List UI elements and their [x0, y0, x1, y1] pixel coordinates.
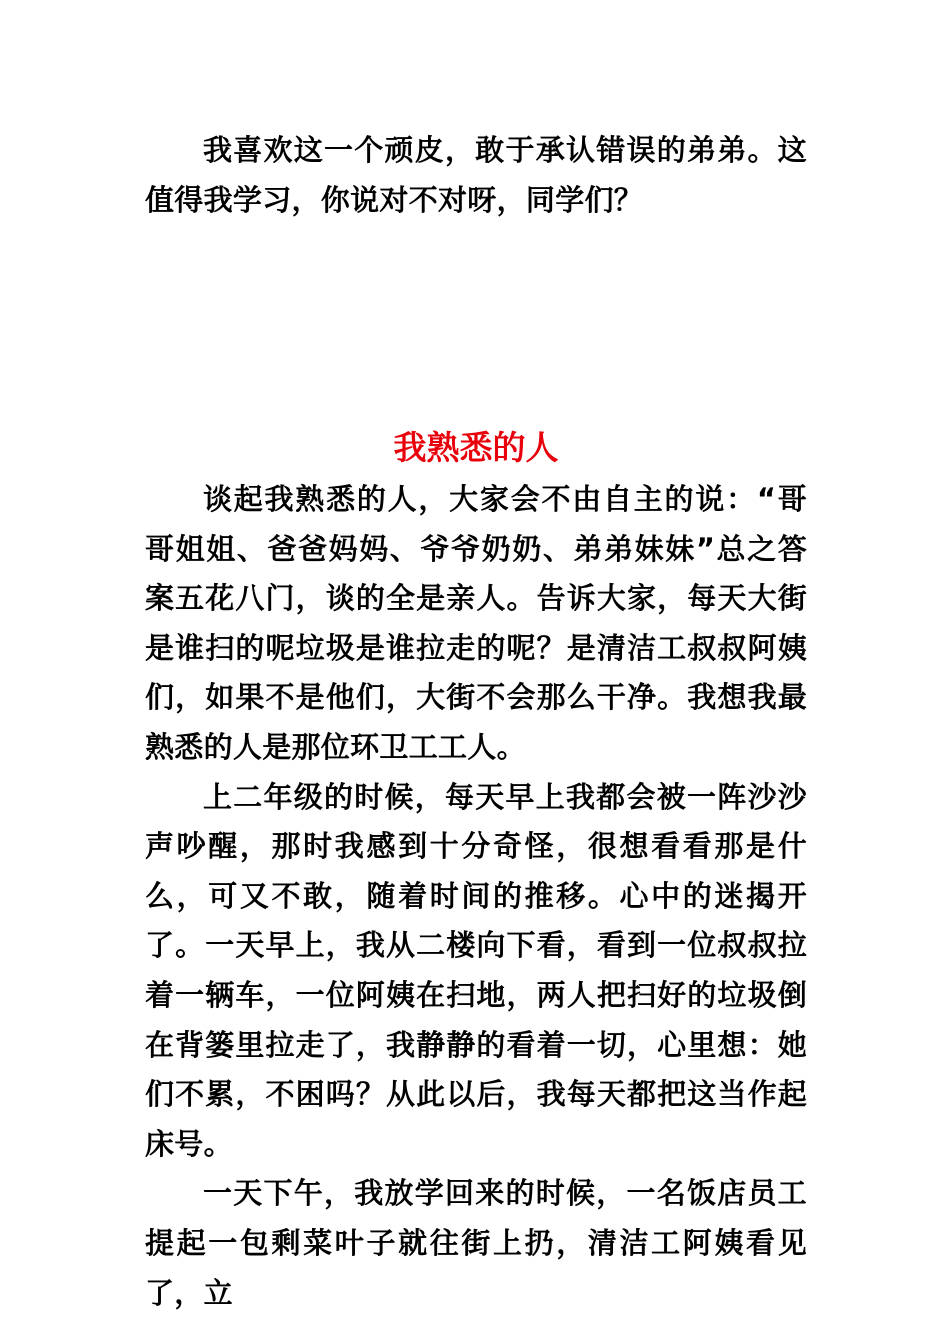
- paragraph: 我喜欢这一个顽皮，敢于承认错误的弟弟。这值得我学习，你说对不对呀，同学们？: [145, 133, 807, 217]
- paragraph: 谈起我熟悉的人，大家会不由自主的说：“哥哥姐姐、爸爸妈妈、爷爷奶奶、弟弟妹妹”总之答案五花八门，谈的全是亲人。告诉大家，每天大街是谁扫的呢垃圾是谁拉走的呢？是清洁工叔叔阿姨们，如果不是他们，大街不会那么干净。我想我最熟悉的人是那位环卫工工人。: [145, 482, 807, 764]
- paragraph: 上二年级的时候，每天早上我都会被一阵沙沙声吵醒，那时我感到十分奇怪，很想看看那是什么，可又不敢，随着时间的推移。心中的迷揭开了。一天早上，我从二楼向下看，看到一位叔叔拉着一辆车，一位阿姨在扫地，两人把扫好的垃圾倒在背篓里拉走了，我静静的看着一切，心里想：她们不累，不困吗？从此以后，我每天都把这当作起床号。: [145, 779, 807, 1161]
- paragraph: 一天下午，我放学回来的时候，一名饭店员工提起一包剩菜叶子就往街上扔，清洁工阿姨看见了，立: [145, 1176, 807, 1310]
- previous-section: [145, 126, 807, 225]
- essay-section: [145, 424, 807, 1318]
- essay-title: 我熟悉的人: [393, 428, 559, 467]
